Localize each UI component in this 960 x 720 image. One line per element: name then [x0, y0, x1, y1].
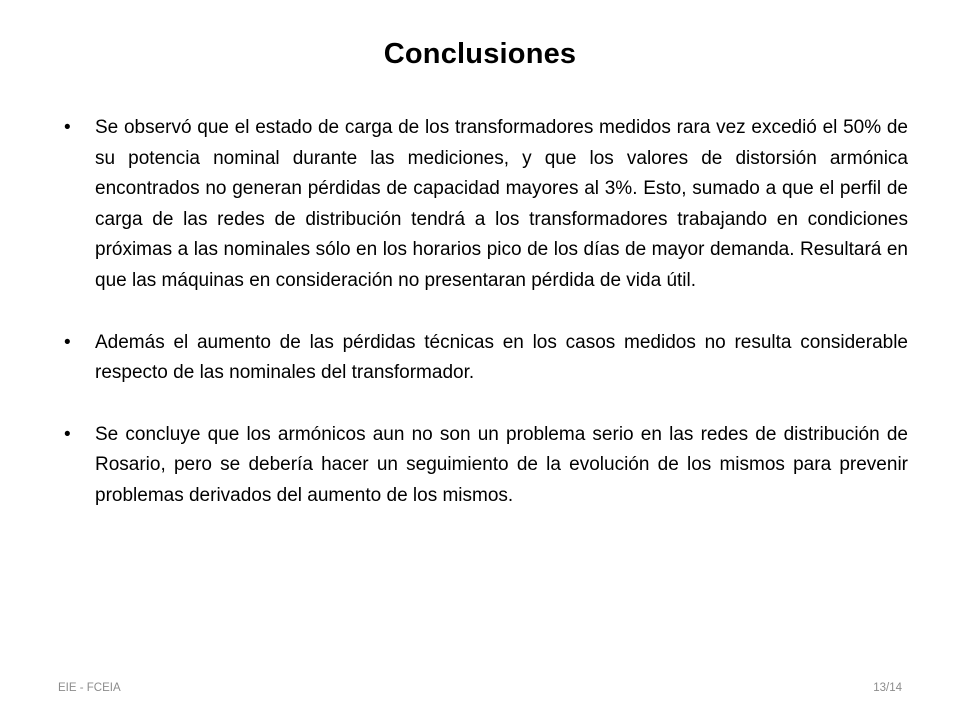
- bullet-text: Se observó que el estado de carga de los transformadores medidos rara vez excedió el 50% de su potencia nominal durante las mediciones, y que los valores de distorsión armónica encontrados no generan pérdidas de capacidad mayores al 3%. Esto, sumado a que el perfil de carga de las redes de distribución tendrá a los transformadores trabajando en condiciones próximas a las nominales sólo en los horarios pico de los días de mayor demanda. Resultará en que las máquinas en consideración no presentaran pérdida de vida útil.: [95, 117, 908, 291]
- conclusions-bullet-list: [64, 113, 908, 512]
- bullet-icon: •: [64, 117, 71, 138]
- footer-institution: EIE - FCEIA: [58, 682, 121, 694]
- footer-page-number: 13/14: [873, 682, 902, 694]
- bullet-text: Además el aumento de las pérdidas técnicas en los casos medidos no resulta considerable respecto de las nominales del transformador.: [95, 331, 908, 384]
- bullet-item-technical-losses: [64, 328, 908, 389]
- bullet-item-observation: [64, 113, 908, 297]
- bullet-icon: •: [64, 423, 71, 445]
- bullet-icon: •: [64, 331, 71, 353]
- bullet-item-harmonics-conclusion: [64, 420, 908, 512]
- bullet-text: Se concluye que los armónicos aun no son un problema serio en las redes de distribución de Rosario, pero se debería hacer un seguimiento de la evolución de los mismos para prevenir problemas derivados del aumento de los mismos.: [95, 423, 908, 506]
- slide-title: Conclusiones: [383, 38, 577, 70]
